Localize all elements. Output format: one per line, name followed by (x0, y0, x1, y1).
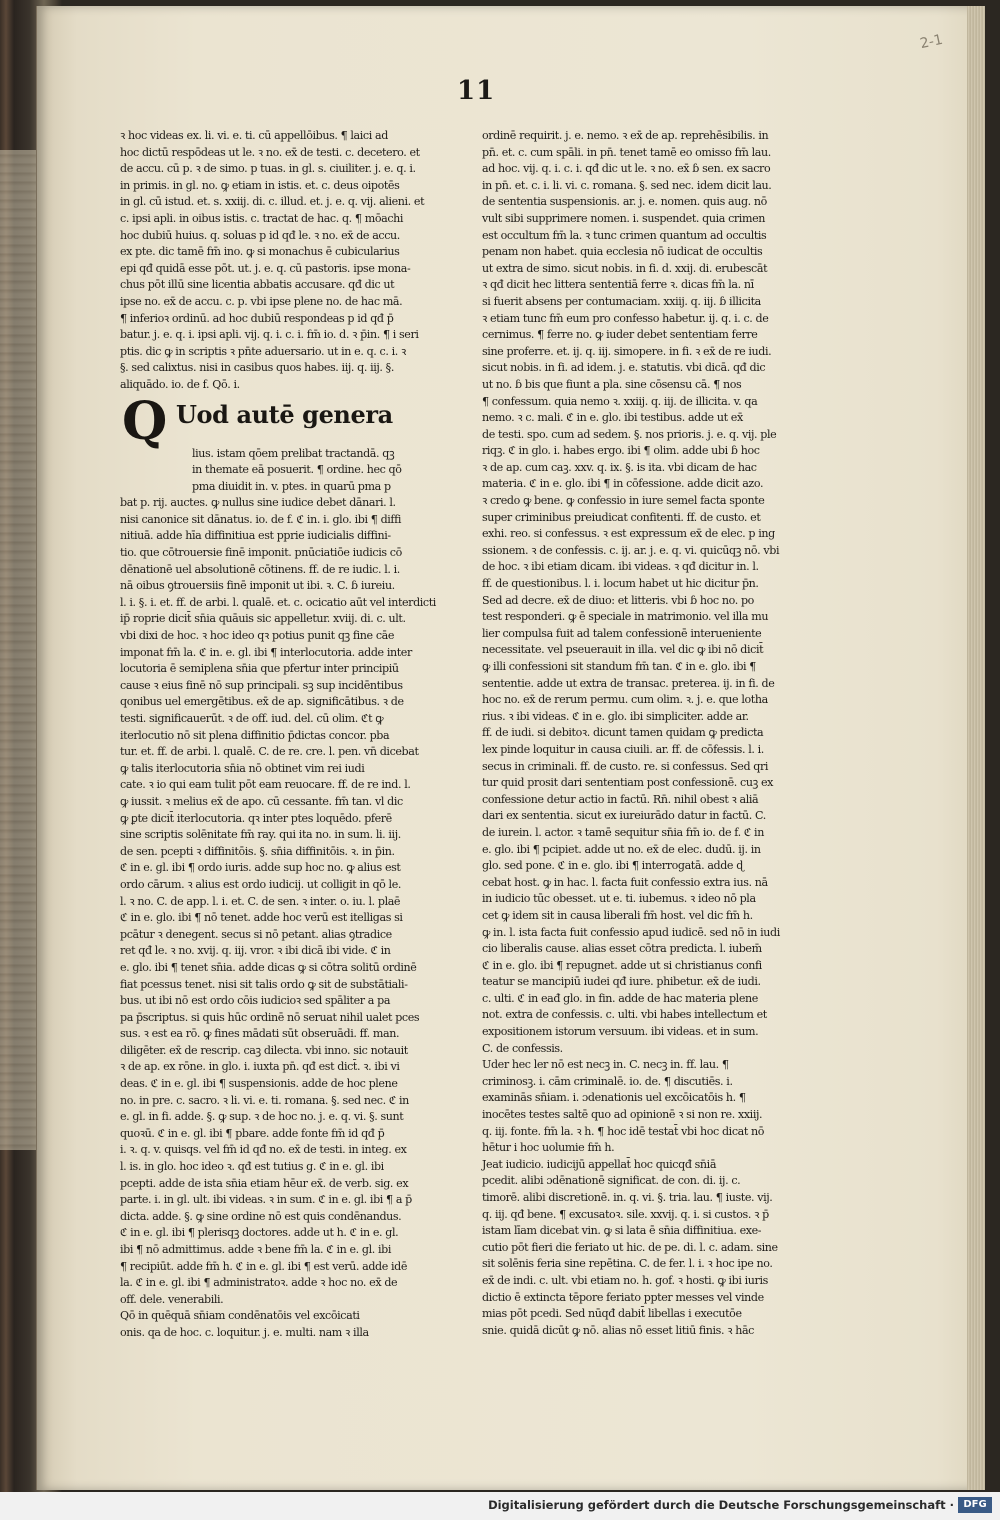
text-line: aliquādo. io. de f. Qō. i. (120, 377, 240, 391)
text-line: de sententia suspensionis. ar. j. e. nomen. quis aug. nō (482, 195, 767, 209)
heading-text: Uod autē genera (176, 399, 393, 429)
text-line: cutio pōt fieri die feriato ut hic. de pe. di. l. c. adam. sine (482, 1240, 778, 1254)
text-line: ff. de iudi. si debitoꝛ. dicunt tamen quidam ꝙ predicta (482, 726, 764, 740)
text-line: epi qđ quidā esse pōt. ut. j. e. q. cū pastoris. ipse mona- (120, 261, 411, 275)
text-line: ꝙ in. l. ista facta fuit confessio apud iudicē. sed nō in iudi (482, 925, 780, 939)
text-line: cause ꝛ eius finē nō sup principali. sꝫ sup incidēntibus (120, 678, 403, 692)
text-line: tur. et. ff. de arbi. l. qualē. C. de re. cre. l. pen. vn̄ dicebat (120, 745, 419, 759)
text-line: dari ex sententia. sicut ex iureiurādo datur in factū. C. (482, 809, 766, 823)
text-line: pcātur ꝛ denegent. secus si nō petant. alias ꝯtradice (120, 927, 392, 941)
left-text-column (120, 128, 436, 1342)
text-line: qonibus uel emergētibus. ex̄ de ap. significātibus. ꝛ de (120, 695, 404, 709)
text-line: chus pōt illū sine licentia abbatis accusare. qđ dic ut (120, 278, 395, 292)
text-line: materia. ℭ in e. glo. ibi ¶ in cōfessione. adde dicit azo. (482, 477, 764, 491)
text-line: Jeat iudicio. iudicijū appellat̄ hoc quicqđ sn̄iā (482, 1157, 717, 1171)
text-line: est occultum fm̄ la. ꝛ tunc crimen quantum ad occultis (482, 228, 767, 242)
text-line: ¶ inferioꝛ ordinū. ad hoc dubiū respondeas p id qđ p̄ (120, 311, 394, 325)
text-line: C. de confessis. (482, 1041, 563, 1055)
text-line: q. iij. fonte. fm̄ la. ꝛ h. ¶ hoc idē testat̄ vbi hoc dicat nō (482, 1124, 765, 1138)
text-line: cernimus. ¶ ferre no. ꝙ iuder debet sententiam ferre (482, 328, 758, 342)
text-line: si fuerit absens per contumaciam. xxiij. q. iij. ɓ illicita (482, 294, 761, 308)
text-line: sententie. adde ut extra de transac. preterea. ij. in fi. de (482, 676, 775, 690)
text-line: in themate eā posuerit. ¶ ordine. hec qō (192, 463, 402, 477)
text-line: inocētes testes saltē quo ad opinionē ꝛ si non re. xxiij. (482, 1108, 763, 1122)
text-line: hoc dictū respōdeas ut le. ꝛ no. ex̄ de testi. c. decetero. et (120, 145, 420, 159)
text-line: ꝙ illi confessioni sit standum fm̄ tan. ℭ in e. glo. ibi ¶ (482, 660, 756, 673)
text-line: criminosꝫ. i. cām criminalē. io. de. ¶ discutiēs. i. (482, 1074, 733, 1088)
text-line: e. gl. in fi. adde. §. ꝙ sup. ꝛ de hoc no. j. e. q. vi. §. sunt (120, 1110, 404, 1124)
text-line: sit solēnis feria sine repētina. C. de fer. l. i. ꝛ hoc ipe no. (482, 1257, 773, 1271)
digitization-footer (0, 1492, 1000, 1520)
text-line: ꝛ de ap. ex rōne. in glo. i. iuxta pn̄. qđ est dict̄. ꝛ. ibi vi (120, 1060, 400, 1074)
left-column-top-lines (120, 128, 425, 394)
text-line: iterlocutio nō sit plena diffinitio p̄dictas concor. pba (120, 728, 390, 742)
text-line: cet ꝙ idem sit in causa liberali fm̄ host. vel dic fm̄ h. (482, 908, 753, 922)
text-line: ad hoc. vij. q. i. c. i. qđ dic ut le. ꝛ no. ex̄ ɓ sen. ex sacro (482, 162, 771, 176)
text-line: dictio ē extincta tēpore feriato ppter messes vel vinde (482, 1290, 764, 1304)
text-line: nā oibus ꝯtrouersiis finē imponit ut ibi. ꝛ. C. ɓ iureiu. (120, 579, 395, 593)
text-line: quoꝛū. ℭ in e. gl. ibi ¶ pbare. adde fonte fm̄ id qđ p̄ (120, 1126, 385, 1140)
text-line: teatur se mancipiū iudei qđ iure. phibetur. ex̄ de iudi. (482, 975, 761, 989)
text-line: q. iij. qđ bene. ¶ excusatoꝛ. sile. xxvij. q. i. si custos. ꝛ p̄ (482, 1207, 769, 1221)
text-line: off. dele. venerabili. (120, 1292, 224, 1306)
left-column-bottom-lines (120, 495, 436, 1341)
text-line: de iurein. l. actor. ꝛ tamē sequitur sn̄ia fm̄ io. de f. ℭ in (482, 825, 764, 839)
dfg-logo-icon: DFG (958, 1497, 992, 1513)
text-line: istam līam dicebat vin. ꝙ si lata ē sn̄ia diffinitiua. exe- (482, 1224, 762, 1238)
text-line: sine scriptis solēnitate fm̄ ray. qui ita no. in sum. li. iij. (120, 828, 401, 842)
text-line: expositionem istorum versuum. ibi videas. et in sum. (482, 1025, 759, 1039)
text-line: ut extra de simo. sicut nobis. in fi. d. xxij. di. erubescāt (482, 261, 768, 275)
text-line: ipse no. ex̄ de accu. c. p. vbi ipse plene no. de hac mā. (120, 294, 403, 308)
text-line: no. in pre. c. sacro. ꝛ li. vi. e. ti. romana. §. sed nec. ℭ in (120, 1093, 409, 1107)
text-line: test responderi. ꝙ ē speciale in matrimonio. vel illa mu (482, 610, 769, 624)
text-line: fiat pcessus tenet. nisi sit talis ordo ꝙ sit de substātiali- (120, 977, 408, 991)
text-line: e. glo. ibi ¶ tenet sn̄ia. adde dicas ꝙ si cōtra solitū ordinē (120, 960, 417, 974)
text-line: ℭ in e. gl. ibi ¶ ordo iuris. adde sup hoc no. ꝙ alius est (120, 861, 401, 875)
text-line: deas. ℭ in e. gl. ibi ¶ suspensionis. adde de hoc plene (120, 1077, 398, 1091)
text-line: ꝛ etiam tunc fm̄ eum pro confesso habetur. ij. q. i. c. de (482, 311, 769, 325)
text-line: timorē. alibi discretionē. in. q. vi. §. tria. lau. ¶ iuste. vij. (482, 1191, 773, 1204)
text-line: vbi dixi de hoc. ꝛ hoc ideo qꝛ potius punit qꝫ fine cāe (120, 629, 395, 643)
text-line: hoc no. ex̄ de rerum permu. cum olim. ꝛ. j. e. que lotha (482, 693, 768, 707)
text-line: nitiuā. adde hīa diffinitiua est pprie iudicialis diffini- (120, 529, 391, 543)
text-line: de accu. cū p. ꝛ de simo. p tuas. in gl. s. ciuiliter. j. e. q. i. (120, 162, 416, 176)
text-line: ff. de questionibus. l. i. locum habet ut hic dicitur p̄n. (482, 577, 759, 591)
page-fore-edge (967, 6, 985, 1490)
text-line: not. extra de confessis. c. ulti. vbi habes intellectum et (482, 1008, 767, 1022)
text-line: ret qđ le. ꝛ no. xvij. q. iij. vror. ꝛ ibi dicā ibi vide. ℭ in (120, 944, 391, 958)
text-line: ordo cārum. ꝛ alius est ordo iudicij. ut colligit in qō le. (120, 877, 401, 891)
text-line: ꝛ credo ꝙ bene. ꝙ confessio in iure semel facta sponte (482, 494, 765, 508)
margin-pencil-note: 2-1 (918, 31, 945, 53)
text-line: ℭ in e. glo. ibi ¶ nō tenet. adde hoc verū est itelligas si (120, 911, 403, 925)
text-line: e. glo. ibi ¶ pcipiet. adde ut no. ex̄ de elec. dudū. ij. in (482, 842, 761, 856)
text-line: pn̄. et. c. cum spāli. in pn̄. tenet tamē eo omisso fm̄ lau. (482, 145, 771, 159)
text-line: examinās sn̄iam. i. ɔdenationis uel excōicatōis h. ¶ (482, 1091, 746, 1105)
text-line: secus in criminali. ff. de custo. re. si confessus. Sed qri (482, 759, 769, 773)
text-line: in iudicio tūc obesset. ut e. ti. iubemus. ꝛ ideo nō pla (482, 892, 756, 906)
text-line: in primis. in gl. no. ꝙ etiam in istis. et. c. deus oipotēs (120, 178, 400, 192)
text-line: dicta. adde. §. ꝙ sine ordine nō est quis condēnandus. (120, 1209, 402, 1223)
text-line: rius. ꝛ ibi videas. ℭ in e. glo. ibi simpliciter. adde ar. (482, 709, 749, 723)
text-line: nemo. ꝛ c. mali. ℭ in e. glo. ibi testibus. adde ut ex̄ (482, 411, 743, 425)
text-line: Qō in quēquā sn̄iam condēnatōis vel excōicati (120, 1309, 360, 1323)
text-line: ex̄ de indi. c. ult. vbi etiam no. h. gof. ꝛ hosti. ꝙ ibi iuris (482, 1273, 768, 1287)
folio-number: 11 (457, 76, 496, 106)
text-line: mias pōt pcedi. Sed nūqđ dabit̄ libellas i executōe (482, 1307, 742, 1321)
text-line: locutoria ē semiplena sn̄ia que pfertur inter principiū (120, 662, 399, 676)
funding-notice: Digitalisierung gefördert durch die Deutsche Forschungsgemeinschaft · (488, 1498, 954, 1512)
text-line: parte. i. in gl. ult. ibi videas. ꝛ in sum. ℭ in e. gl. ibi ¶ a p̄ (120, 1193, 412, 1207)
text-line: l. ꝛ no. C. de app. l. i. et. C. de sen. ꝛ inter. o. iu. l. plaē (120, 894, 401, 908)
text-line: sicut nobis. in fi. ad idem. j. e. statutis. vbi dicā. qđ dic (482, 361, 766, 375)
text-line: confessione detur actio in factū. Rn̄. nihil obest ꝛ aliā (482, 792, 759, 806)
text-line: exhi. reo. si confessus. ꝛ est expressum ex̄ de elec. p ing (482, 527, 775, 541)
text-line: tio. que cōtrouersie finē imponit. pnūciatiōe iudicis cō (120, 546, 402, 560)
text-line: snie. quidā dicūt ꝙ nō. alias nō esset litiū finis. ꝛ hāc (482, 1323, 754, 1337)
text-line: onis. qa de hoc. c. loquitur. j. e. multi. nam ꝛ illa (120, 1325, 369, 1339)
text-line: ordinē requirit. j. e. nemo. ꝛ ex̄ de ap. reprehēsibilis. in (482, 129, 769, 142)
text-line: sine proferre. et. ij. q. iij. simopere. in fi. ꝛ ex̄ de re iudi. (482, 344, 772, 358)
text-line: tur quid prosit dari sententiam post confessionē. cuꝫ ex (482, 776, 774, 790)
text-line: ℭ in e. glo. ibi ¶ repugnet. adde ut si christianus confi (482, 958, 762, 972)
text-line: de testi. spo. cum ad sedem. §. nos prioris. j. e. q. vij. ple (482, 427, 777, 441)
text-line: ꝛ de ap. cum caꝫ. xxv. q. ix. §. is ita. vbi dicam de hac (482, 460, 757, 474)
text-line: lius. istam qōem prelibat tractandā. qꝫ (192, 446, 395, 460)
text-line: i. ꝛ. q. v. quisqs. vel fm̄ id qđ no. ex̄ de testi. in integ. ex (120, 1143, 407, 1157)
text-line: de hoc. ꝛ ibi etiam dicam. ibi videas. ꝛ qđ dicitur in. l. (482, 560, 759, 574)
text-line: Sed ad decre. ex̄ de diuo: et litteris. vbi ɓ hoc no. po (482, 593, 754, 607)
text-line: batur. j. e. q. i. ipsi apli. vij. q. i. c. i. fm̄ io. d. ꝛ p̄in. ¶ i seri (120, 328, 419, 342)
text-line: ssionem. ꝛ de confessis. c. ij. ar. j. e. q. vi. quicūqꝫ nō. vbi (482, 543, 780, 557)
right-column-lines (482, 128, 782, 1339)
text-line: ¶ recipiūt. adde fm̄ h. ℭ in e. gl. ibi ¶ est verū. adde idē (120, 1259, 408, 1273)
text-line: riqꝫ. ℭ in glo. i. habes ergo. ibi ¶ olim. adde ubi ɓ hoc (482, 444, 760, 458)
drop-cap-initial: Q (122, 390, 167, 452)
text-line: pma diuidit in. v. ptes. in quarū pma p (192, 479, 391, 493)
text-line: sus. ꝛ est ea rō. ꝙ fines mādati sūt obseruādi. ff. man. (120, 1027, 400, 1041)
text-line: pcepti. adde de ista sn̄ia etiam hēur ex̄. de verb. sig. ex (120, 1176, 409, 1190)
text-line: hoc dubiū huius. q. soluas p id qđ le. ꝛ no. ex̄ de accu. (120, 228, 400, 242)
text-line: necessitate. vel pseuerauit in illa. vel dic ꝙ ibi nō dicit̄ (482, 643, 764, 657)
text-line: ꝙ ꝑte dicit̄ iterlocutoria. qꝛ inter ptes loquēdo. pferē (120, 811, 392, 825)
text-line: dēnationē uel absolutionē cōtinens. ff. de re iudic. l. i. (120, 562, 400, 576)
text-line: §. sed calixtus. nisi in casibus quos habes. iij. q. iij. §. (120, 361, 394, 375)
text-line: vult sibi supprimere nomen. i. suspendet. quia crimen (482, 211, 765, 225)
text-line: ut no. ɓ bis que fiunt a pla. sine cōsensu cā. ¶ nos (482, 377, 742, 391)
text-line: l. i. §. i. et. ff. de arbi. l. qualē. et. c. ocicatio aūt vel interdicti (120, 595, 436, 609)
text-line: testi. significauerūt. ꝛ de off. iud. del. cū olim. ℭt ꝙ (120, 712, 384, 725)
text-line: ℭ in e. gl. ibi ¶ plerisqꝫ doctores. adde ut h. ℭ in e. gl. (120, 1226, 399, 1240)
text-line: ꝛ hoc videas ex. li. vi. e. ti. cū appellōibus. ¶ laici ad (120, 129, 388, 142)
section-heading (120, 390, 404, 452)
text-line: diligēter. ex̄ de rescrip. caꝫ dilecta. vbi inno. sic notauit (120, 1043, 408, 1057)
text-line: la. ℭ in e. gl. ibi ¶ administratoꝛ. adde ꝛ hoc no. ex̄ de (120, 1276, 398, 1290)
text-line: in pn̄. et. c. i. li. vi. c. romana. §. sed nec. idem dicit lau. (482, 178, 772, 192)
text-line: lier compulsa fuit ad talem confessionē interueniente (482, 626, 762, 640)
text-line: c. ulti. ℭ in eađ glo. in fin. adde de hac materia plene (482, 991, 758, 1005)
text-line: c. ipsi apli. in oibus istis. c. tractat de hac. q. ¶ mōachi (120, 211, 404, 225)
text-line: Uder hec ler nō est necꝫ in. C. necꝫ in. ff. lau. ¶ (482, 1058, 729, 1072)
text-line: cate. ꝛ io qui eam tulit pōt eam reuocare. ff. de re ind. l. (120, 778, 411, 792)
text-line: ptis. dic ꝙ in scriptis ꝛ pn̄te aduersario. ut in e. q. c. i. ꝛ (120, 344, 406, 358)
text-line: pa p̄scriptus. si quis hūc ordinē nō seruat nihil ualet pces (120, 1010, 420, 1024)
text-line: ip̄ roprie dicit̄ sn̄ia quāuis sic appelletur. xviij. di. c. ult. (120, 612, 406, 626)
text-line: l. is. in glo. hoc ideo ꝛ. qđ est tutius g. ℭ in e. gl. ibi (120, 1160, 384, 1174)
text-line: cebat host. ꝙ in hac. l. facta fuit confessio extra ius. nā (482, 875, 768, 889)
text-line: lex pinde loquitur in causa ciuili. ar. ff. de cōfessis. l. i. (482, 742, 764, 756)
text-line: super criminibus preiudicat confitenti. ff. de custo. et (482, 510, 761, 524)
text-line: penam non habet. quia ecclesia nō iudicat de occultis (482, 245, 763, 259)
text-line: de sen. pcepti ꝛ diffinitōis. §. sn̄ia diffinitōis. ꝛ. in p̄in. (120, 844, 395, 858)
right-text-column (482, 128, 782, 1339)
text-line: pcedit. alibi ɔdēnationē significat. de con. di. ij. c. (482, 1174, 741, 1188)
text-line: ꝙ talis iterlocutoria sn̄ia nō obtinet vim rei iudi (120, 761, 365, 775)
text-line: ¶ confessum. quia nemo ꝛ. xxiij. q. iij. de illicita. v. qa (482, 394, 758, 408)
text-line: imponat fm̄ la. ℭ in. e. gl. ibi ¶ interlocutoria. adde inter (120, 645, 412, 659)
text-line: glo. sed pone. ℭ in e. glo. ibi ¶ interrogatā. adde ɖ (482, 859, 744, 873)
text-line: ibi ¶ nō admittimus. adde ꝛ bene fm̄ la. ℭ in e. gl. ibi (120, 1243, 391, 1256)
text-line: ex pte. dic tamē fm̄ ino. ꝙ si monachus ē cubicularius (120, 245, 400, 259)
text-line: bus. ut ibi nō est ordo cōis iudicioꝛ sed spāliter a pa (120, 994, 391, 1008)
text-line: nisi canonice sit dānatus. io. de f. ℭ in. i. glo. ibi ¶ diffi (120, 512, 401, 526)
text-line: hētur i hoc uolumie fm̄ h. (482, 1141, 615, 1155)
text-line: ꝛ qđ dicit hec littera sententiā ferre ꝛ. dicas fm̄ la. nī (482, 278, 754, 292)
text-line: bat p. rij. auctes. ꝙ nullus sine iudice debet dānari. l. (120, 496, 396, 510)
text-line: cio liberalis cause. alias esset cōtra predicta. l. iubem̄ (482, 942, 762, 956)
text-line: in gl. cū istud. et. s. xxiij. di. c. illud. et. j. e. q. vij. alieni. et (120, 195, 425, 209)
text-line: ꝙ iussit. ꝛ melius ex̄ de apo. cū cessante. fm̄ tan. vl dic (120, 794, 403, 808)
left-column-indented-lines (120, 446, 404, 496)
